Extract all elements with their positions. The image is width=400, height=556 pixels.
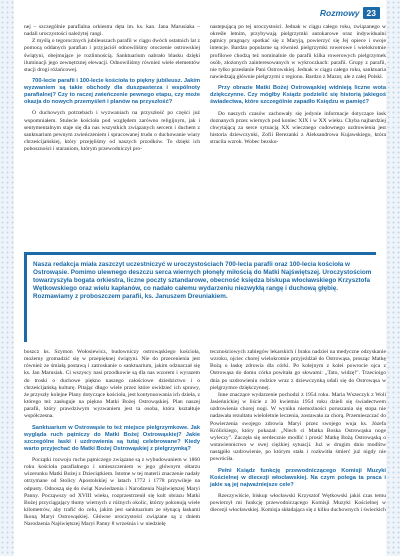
paragraph: O duchowych potrzebach i wyzwaniach na przyszłość po części już wspomniałem. Stulecie kościoła pod względem zarówno religijnym, jak i sentymentalnym staje się dla nas wszystkich związanych sercem i duchem z sanktuarium pewnym zwieńczeniem i spracowanej trudu o duchowanie wiary chrześcijańskiej, który przejęliśmy od naszych przodków. To dzięki ich poboszności i staraniom, którym przewodniczył pro- <box>24 110 200 153</box>
interview-question: 700-lecie parafii i 100-lecie kościoła to piękny jubileusz. Jakim wyzwaniem są takie obchody dla duszpasterza i wspólnoty parafialnej? Czy to raczej zwieńczenie pewnego etapu, czy może okazja do nowych przemyśleń i planów na przyszłość? <box>24 78 200 106</box>
paragraph: Do naszych czasów zachowały się jedynie informacje dotyczące łask doznanych przez wiernych pod koniec XIX i w XX wieku. Chyba najbardziej chwytającą za serce sytuacją XX wiecznego cudownego uzdrowienia jest historia dziewczynki, Zofii Berezanki z Aleksandrowa Kujawskiego, która stracila wzrok. Wobec bezsku- <box>210 110 386 146</box>
callout-text: Nasza redakcja miała zaszczyt uczestniczyć w uroczystościach 700-lecia parafii oraz 100-lecia kościoła w Ostrowąsie. Pomimo ulewnego deszczu serca wiernych płonęły miłością do Matki Najświętszej. Uroczystościom towarzyszyła bogata orkiestra, liczne poczty sztandarowe, obecność księdza biskupa włocławskiego Krzysztofa Wętkowskiego oraz wielu kapłanów, co nadało całemu wydarzeniu niezwykłą rangę i duchową głębię. Rozmawiamy z proboszczem parafii, ks. Januszem Dreuniakiem. <box>33 261 372 301</box>
paragraph: Z myślą o tegorocznych jubileuszach parafii w ciągu dwóch ostatnich lat z pomocą oddanych parafian i przyjaciół odnowiliśmy otoczenie ostrowskiej świątyni, obejmujące je rozlinnością. Sanktuarium nabrało blasku dzięki iluminacji jego zewnętrznej elewacji. Odnowiliśmy również wiele elementów stacji drogi różańcowej. <box>24 38 200 73</box>
interview-question: Pełni Ksiądz funkcję przewodniczącego Komisji Muzyki Kościelnej w diecezji włocławskiej. Na czym polega ta praca i jakie są jej najważniejsze cele? <box>210 467 386 488</box>
section-name: Rozmowy <box>319 8 360 18</box>
lead-callout <box>24 252 376 342</box>
paragraph: Początki rozwoju ruchu pątniczego związane są z wybudowaniem w 1860 roku kościoła parafialnego i umieszczeniem w jego głównym ołtarzu wizerunku Matki Bożej z Dzieciątkiem. Istotne w tej materii znaczenie nadały otrzymane od Stolicy Apostolskiej w latach 1772 i 1778 przywileje na odpusty. Odnoszą się do świąt Nawiedzenia i Narodzenia Najświętszej Maryi Panny. Począwszy od XVIII wieku, rozprzestrzenił się kult obrazu Matki Bożej przyciągający tłumy wiernych z różnych okolic, którzy pokonują wiele kilometrów, aby trafić do celu, jakim jest sanktuarium ze słynącą łaskami Ikoną Maryi Ostrowąskiej. Główne uroczystości związane są z dniem Narodzenia Najświętszej Maryi Panny 8 września i w niedzielę <box>24 456 200 528</box>
paragraph: nastepującą po tej uroczystości. Jednak w ciągu całego roku, związanego w określe letnim, przybywają pielgrzymki autokarowe oraz indywidualni pątnicy pragnący spotkać się z Maryją, powierzyć się Jej opiece i swoje intencje. Bardzo popularne są również pielgrzymki rowerowe i wielokrotnie profilowe chodzą też nominalnie do parafii kilka rowerowych pielgrzymek osób, złożonych zainteresowanych w wykroczkach: parafii. Grupy z parafii, nie tylko przesłanie Pani Ostrowskiej. Jednak w ciągu całego roku, sanktuaria nawiedzają głównie pielgrzymi z regionu. Bardzo z Mazur, ale z całej Polski. <box>210 24 386 81</box>
page-number: 23 <box>363 7 380 19</box>
paragraph: tecznościowych zabiegów lekarskich i braku nadziei na medyczne odzyskanie wzroku, ojciec chorej wielokrotnie przyjeżdżał do Ostrowąsa, prosząc Matkę Bożą o łaskę zdrowia dla córki. Po kolejnym z kolei powrocie ojca z Ostrowąsa do domu córka powitała go słowami: „Tato, widzę!". Trzecioigo dnia po uzdrowieniu rodzice wraz z dziewczynką udali się do Ostrowąsa w pielgrzymce dziękczynnej. <box>210 349 386 391</box>
interview-question: Przy obrazie Matki Bożej Ostrowąskiej widnieją liczne wota dziękczynne. Czy mógłby Ksiądz podzielić się historią jakiegoś świadectwa, które szczególnie zapadło Księdzu w pamięć? <box>210 85 386 106</box>
paragraph: Inne znaczące wydarzenie pochodzi z 1954 roku. Maria Wszeczyk z Woli Jasieńnickiej w liście z 30 kwietnia 1954 roku dzieli się świadectwem uzdrowienia chorej nogi. W wyniku niemożności poruszania się stopa nie nadawała rezultatu wieloletnie leczenia, zostawała za chorą. Przemieszczać do Powierzenia swojego zdrowia Maryi przez swojego wuja ks. Józefa Królickiego, który pokazał: „Niech ci Matka Boska Ostrowąska noge wyleczy". Zaczęła się serdecznie modlić i prosić Matkę Bożą Ostrowąską o wstawiennictwo w swej ciężkiej sytuacji. Już w drugim dniu modlitw nastąpiło uzdrowienie, po którym stała i rozkwitła śmierć już nigdy nie powróciła. <box>210 391 386 463</box>
column-top-right <box>210 24 386 146</box>
paragraph: nej – szczególnie parafialna orkiestra dęta im. ks. kan. Jana Marusiaka – nadali uroczystości należytej rangi. <box>24 24 200 38</box>
running-header <box>320 7 380 19</box>
column-bottom-left <box>24 349 200 529</box>
interview-question: Sanktuarium w Ostrowąsie to też miejsce pielgrzymkowe. Jak wygląda ruch pątniczy do Matki Bożej Ostrowąskiej? Jakie szczególne łaski i uzdrowienia są tutaj celebrowane? Kiedy warto przyjechać do Matki Bożej Ostrowąskiej z pielgrzymką? <box>24 424 200 452</box>
left-margin-pattern <box>0 0 14 556</box>
callout-vertical-rule <box>24 252 27 342</box>
column-top-left <box>24 24 200 153</box>
callout-horizontal-rule <box>24 252 376 255</box>
paragraph: boszcz ks. Szymon Wołosiewicz, budowniczy ostrowąskiego kościoła, możemy gromadzić się w przepięknej świątyni. Nie do przecenienia jest również ze śmiałą postawą i zatroskanie o sanktuarium, jakim odznaczał się ks. Jan Marusiak. Ci wszyscy nasi przodkowie są dla nas wzorem i wyrazem do troski o duchowe piękno naszego całościowe dziedzictwo i o chrześcijańską kulturę. Pitając długo wiele przez które uwidzieć ich sprawy, że przyszły kolejne Plany dotyczące kościoła, jest kontynuowania ich dzieła, z którego też zasługuje na piękno Matki Bożej Ostrowąskiej. Plan naszej parafii, który prawdziwym wyzwaniem jest ta osoba, która kształtuje współczesna. <box>24 349 200 420</box>
right-margin-pattern <box>386 0 400 556</box>
paragraph: Rzeczywiście, biskup włocławski Krzysztof Wętkowski jakiś czas temu powierzył mi funkcję przewodniczącego Komisji Muzyki Kościelnej w diecezji włocławskiej. Komisja składająca się z kilku duchownych i świeckich <box>210 492 386 514</box>
column-bottom-right <box>210 349 386 514</box>
